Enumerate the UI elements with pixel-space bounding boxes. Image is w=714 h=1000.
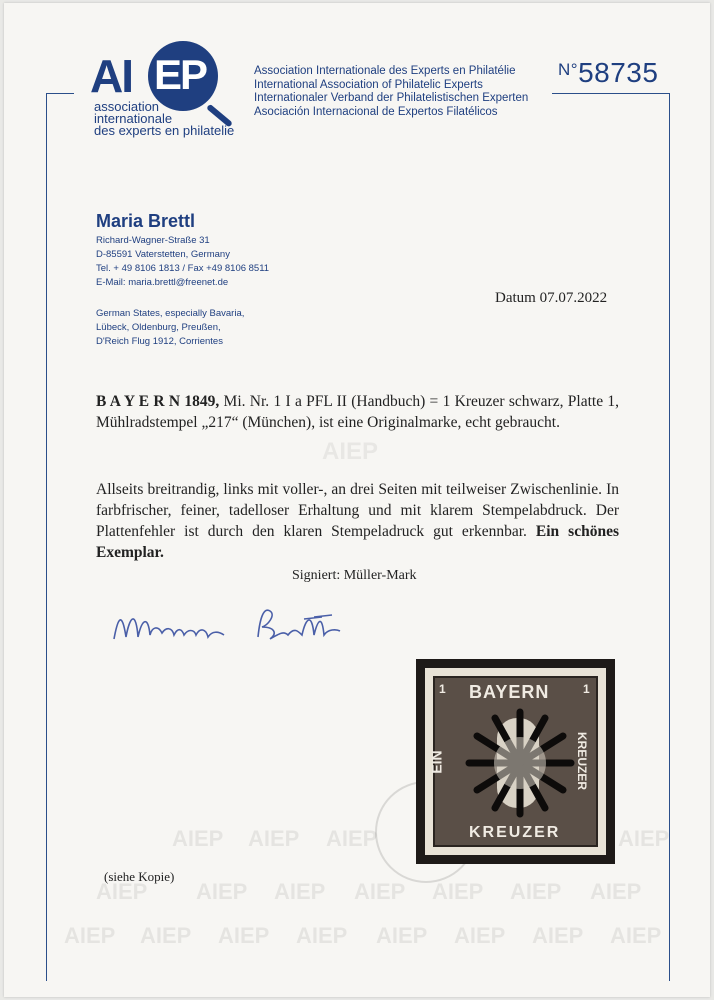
watermark: AIEP: [454, 923, 506, 948]
specialty-line: D'Reich Flug 1912, Corrientes: [96, 336, 223, 347]
watermark: AIEP: [510, 879, 562, 904]
logo-subtitle: [94, 101, 234, 137]
signed-by: Signiert: Müller-Mark: [292, 568, 417, 583]
association-names: [254, 65, 528, 119]
logo-ai-text: AI: [90, 50, 132, 102]
logo-line: internationale: [94, 111, 173, 126]
specialty-line: German States, especially Bavaria,: [96, 308, 245, 319]
stamp-corner-value: 1: [439, 682, 446, 696]
association-name-en: International Association of Philatelic Experts: [254, 78, 483, 91]
association-name-es: Asociación Internacional de Expertos Filatélicos: [254, 105, 498, 118]
expert-name: Maria Brettl: [96, 211, 196, 231]
logo-line: des experts en philatelie: [94, 123, 235, 138]
watermark: AIEP: [248, 826, 300, 851]
association-name-de: Internationaler Verband der Philatelistischen Experten: [254, 92, 529, 104]
handwritten-signature: [108, 597, 358, 658]
watermark: AIEP: [326, 826, 378, 851]
aiep-logo: [90, 41, 240, 141]
watermark: AIEP: [96, 879, 148, 904]
stamp-image: [416, 659, 615, 864]
copy-note: (siehe Kopie): [104, 869, 175, 884]
specialty-line: Lübeck, Oldenburg, Preußen,: [96, 322, 221, 333]
date-line: Datum 07.07.2022: [495, 290, 608, 306]
stamp-design: [428, 676, 598, 847]
expert-specialties: [96, 307, 244, 349]
watermark: AIEP: [532, 923, 584, 948]
millwheel-cancel-icon: [465, 708, 575, 818]
conclusion-text: Ein schönes Exemplar.: [96, 523, 619, 561]
number-prefix: N°: [558, 60, 579, 79]
number-value: 58735: [578, 57, 659, 88]
frame-line: [46, 93, 74, 94]
association-name-fr: Association Internationale des Experts en Philatélie: [254, 65, 516, 77]
certificate-paragraph-1: [96, 391, 619, 433]
logo-ep-text: EP: [154, 51, 207, 98]
stamp-identification-text: Mi. Nr. 1 I a PFL II (Handbuch) = 1 Kreuzer schwarz, Platte 1, Mühlradstempel „217“ (München), ist eine Originalmarke, echt gebraucht.: [96, 393, 619, 431]
logo-line: association: [94, 99, 160, 114]
watermark: AIEP: [376, 923, 428, 948]
watermark: AIEP: [354, 879, 406, 904]
stamp-paper: [425, 668, 606, 855]
stamp-top-text: BAYERN: [469, 682, 550, 702]
watermark: AIEP: [610, 923, 662, 948]
condition-text: Allseits breitrandig, links mit voller-, an drei Seiten mit teilweiser Zwischenlinie. In farbfrischer, feiner, tadelloser Erhaltung und mit klarem Stempelabdruck. Der Plattenfehler ist durch den klaren Stempeladruck gut erkennbar.: [96, 481, 619, 540]
watermark: AIEP: [296, 923, 348, 948]
watermark: AIEP: [172, 826, 224, 851]
watermark: AIEP: [140, 923, 192, 948]
stamp-bottom-text: KREUZER: [469, 824, 561, 841]
watermark: AIEP: [618, 826, 670, 851]
expert-address: [96, 234, 269, 290]
stamp-right-text: KREUZER: [575, 731, 590, 791]
phone-fax-line: Tel. + 49 8106 1813 / Fax +49 8106 8511: [96, 263, 270, 274]
stamp-corner-value: 1: [583, 682, 590, 696]
watermark: AIEP: [64, 923, 116, 948]
watermark: AIEP: [432, 879, 484, 904]
address-line: Richard-Wagner-Straße 31: [96, 235, 210, 246]
certificate-paragraph-2: [96, 479, 619, 563]
address-line: D-85591 Vaterstetten, Germany: [96, 249, 230, 260]
email-line: E-Mail: maria.brettl@freenet.de: [96, 277, 229, 288]
svg-text:AIEP: AIEP: [322, 438, 379, 465]
watermark: AIEP: [274, 879, 326, 904]
frame-line: [552, 93, 670, 94]
certificate-number: [558, 57, 658, 89]
certificate-page: [4, 3, 710, 997]
stamp-left-text: EIN: [428, 750, 445, 774]
stamp-identification-lead: B A Y E R N 1849,: [96, 393, 220, 410]
watermark: AIEP: [196, 879, 248, 904]
watermark: AIEP: [590, 879, 642, 904]
frame-line: [46, 93, 47, 981]
watermark: [322, 435, 380, 471]
watermark: AIEP: [218, 923, 270, 948]
